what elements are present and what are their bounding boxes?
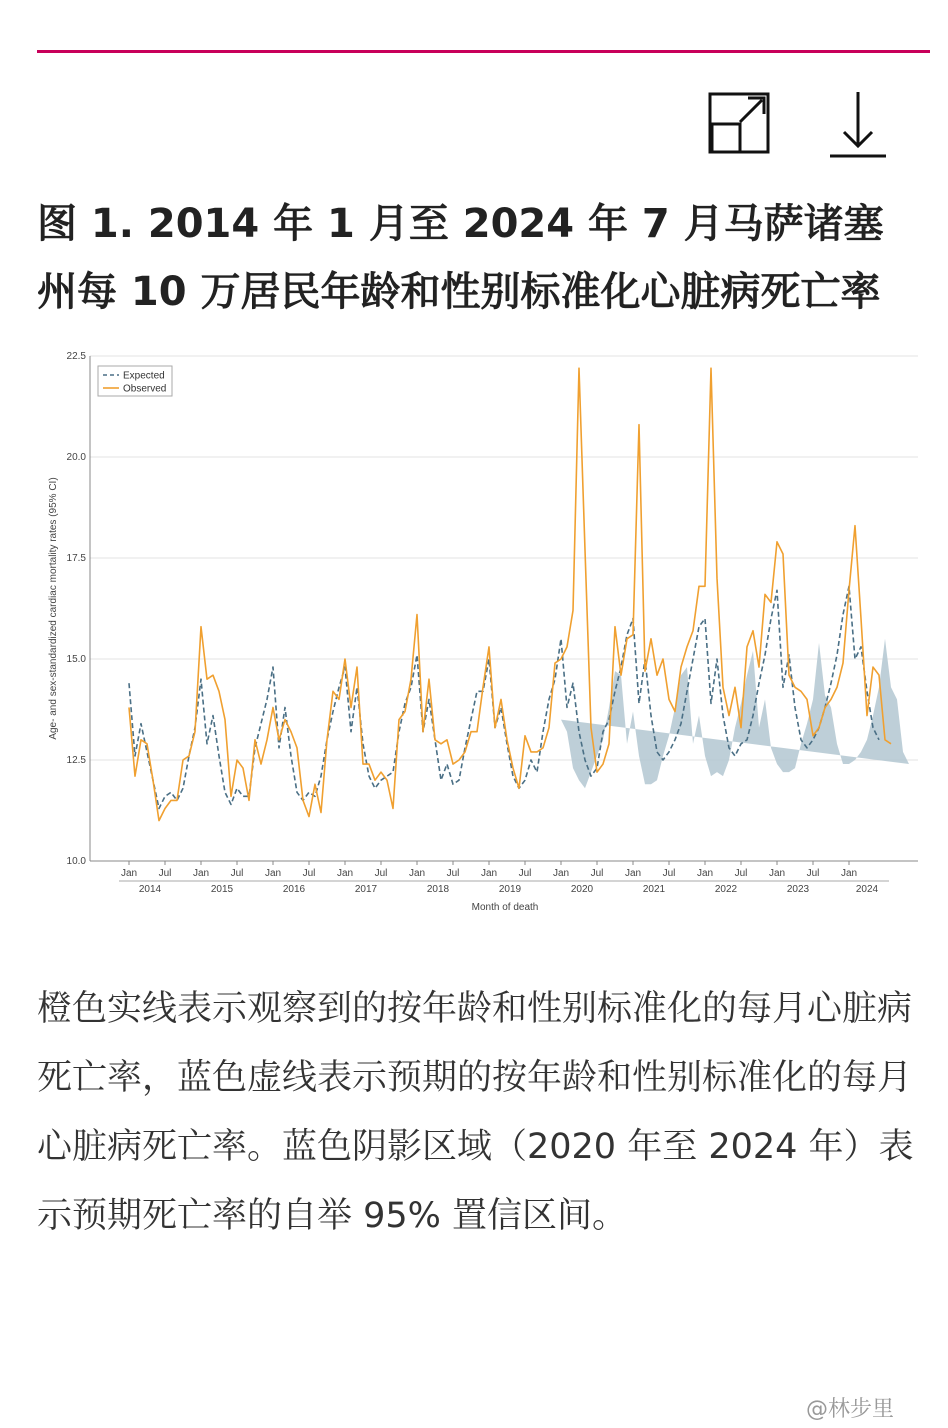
- x-tick-label: Jan: [192, 868, 210, 879]
- y-tick-label: 22.5: [66, 351, 86, 362]
- x-tick-label: Jul: [374, 868, 388, 879]
- download-icon: [826, 90, 890, 160]
- y-tick-label: 15.0: [66, 654, 86, 665]
- y-tick-label: 17.5: [66, 553, 86, 564]
- y-tick-label: 20.0: [66, 452, 86, 463]
- accent-rule: [37, 50, 930, 53]
- year-label: 2023: [786, 884, 810, 895]
- figure-caption: 橙色实线表示观察到的按年龄和性别标准化的每月心脏病死亡率，蓝色虚线表示预期的按年龄和性别标准化的每月心脏病死亡率。蓝色阴影区域（2020 年至 2024 年）表示预期死亡率的自举 95% 置信区间。: [37, 989, 914, 1236]
- year-label: 2017: [354, 884, 378, 895]
- year-label: 2021: [642, 884, 666, 895]
- x-tick-label: Jan: [336, 868, 354, 879]
- year-label: 2024: [855, 884, 879, 895]
- watermark: @林步里: [806, 1397, 895, 1422]
- x-axis-title: Month of death: [471, 902, 539, 913]
- x-tick-label: Jan: [120, 868, 138, 879]
- x-tick-label: Jul: [734, 868, 748, 879]
- mortality-line-chart: [40, 342, 920, 922]
- x-tick-label: Jan: [768, 868, 786, 879]
- y-axis-title: Age- and sex-standardized cardiac mortality rates (95% CI): [48, 477, 59, 740]
- y-tick-label: 10.0: [66, 856, 86, 867]
- x-tick-label: Jul: [302, 868, 316, 879]
- x-tick-label: Jan: [408, 868, 426, 879]
- x-tick-label: Jan: [840, 868, 858, 879]
- x-tick-label: Jan: [552, 868, 570, 879]
- year-label: 2020: [570, 884, 594, 895]
- year-label: 2018: [426, 884, 450, 895]
- x-tick-label: Jan: [624, 868, 642, 879]
- x-tick-label: Jul: [518, 868, 532, 879]
- year-label: 2019: [498, 884, 522, 895]
- x-tick-label: Jul: [446, 868, 460, 879]
- year-label: 2022: [714, 884, 738, 895]
- x-tick-label: Jul: [590, 868, 604, 879]
- download-button[interactable]: [826, 90, 890, 160]
- x-tick-label: Jul: [230, 868, 244, 879]
- x-tick-label: Jan: [264, 868, 282, 879]
- legend-label-expected: Expected: [123, 370, 165, 382]
- y-tick-label: 12.5: [66, 755, 86, 766]
- x-tick-label: Jan: [696, 868, 714, 879]
- figure-title: 图 1. 2014 年 1 月至 2024 年 7 月马萨诸塞州每 10 万居民年龄和性别标准化心脏病死亡率: [37, 201, 884, 315]
- x-tick-label: Jul: [662, 868, 676, 879]
- x-tick-label: Jan: [480, 868, 498, 879]
- x-tick-label: Jul: [806, 868, 820, 879]
- year-label: 2016: [282, 884, 306, 895]
- x-tick-label: Jul: [158, 868, 172, 879]
- series-line-expected: [129, 586, 879, 808]
- expand-button[interactable]: [706, 90, 770, 160]
- year-label: 2015: [210, 884, 234, 895]
- year-label: 2014: [138, 884, 162, 895]
- legend-label-observed: Observed: [123, 383, 167, 395]
- expand-icon: [706, 90, 770, 160]
